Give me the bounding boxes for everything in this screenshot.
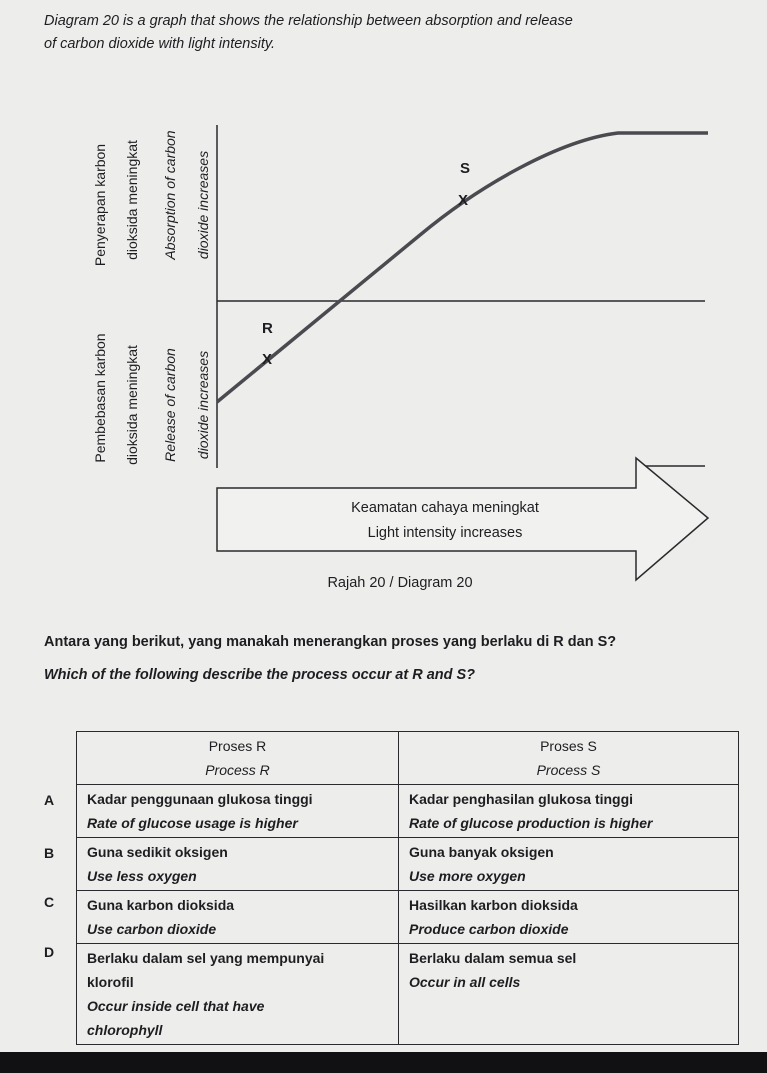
y-label-upper-malay-2: dioksida meningkat [124, 140, 140, 260]
option-d-process-r [77, 944, 399, 1045]
intro-line-2: of carbon dioxide with light intensity. [44, 36, 276, 52]
option-d-r-malay-1: Berlaku dalam sel yang mempunyai [87, 950, 325, 966]
s-label: S [460, 160, 471, 177]
option-letter-c: C [44, 894, 55, 910]
option-d-s-english: Occur in all cells [409, 974, 521, 990]
question-malay: Antara yang berikut, yang manakah menerangkan proses yang berlaku di R dan S? [44, 634, 617, 650]
option-a-process-r [77, 785, 399, 838]
option-letter-d: D [44, 944, 55, 960]
option-b-r-english: Use less oxygen [87, 868, 197, 884]
option-c-r-malay: Guna karbon dioksida [87, 897, 235, 913]
r-label: R [262, 320, 273, 337]
x-axis-label-malay: Keamatan cahaya meningkat [351, 500, 539, 516]
screen-bottom-bar [0, 1052, 767, 1073]
y-label-lower-malay-1: Pembebasan karbon [92, 333, 108, 463]
light-intensity-arrow [217, 458, 708, 580]
diagram-caption: Rajah 20 / Diagram 20 [327, 575, 473, 591]
option-a-s-malay: Kadar penghasilan glukosa tinggi [409, 791, 634, 807]
question-english: Which of the following describe the process occur at R and S? [44, 667, 476, 683]
header-process-r [77, 732, 399, 785]
option-a-r-malay: Kadar penggunaan glukosa tinggi [87, 791, 313, 807]
option-b-s-english: Use more oxygen [409, 868, 526, 884]
option-b-r-malay: Guna sedikit oksigen [87, 844, 228, 860]
header-r-english: Process R [205, 762, 270, 778]
table-header-row [77, 732, 739, 785]
header-s-english: Process S [536, 762, 601, 778]
options-table [76, 731, 739, 1045]
y-label-lower-malay-2: dioksida meningkat [124, 345, 140, 465]
option-b-process-s [399, 838, 739, 891]
y-label-upper-english-1: Absorption of carbon [162, 130, 178, 260]
option-a-s-english: Rate of glucose production is higher [409, 815, 653, 831]
option-d-process-s [399, 944, 739, 1045]
option-c-s-english: Produce carbon dioxide [409, 921, 569, 937]
table-row-option-c[interactable] [77, 891, 739, 944]
table-row-option-d[interactable] [77, 944, 739, 1045]
option-d-r-malay-2: klorofil [87, 974, 134, 990]
option-c-process-r [77, 891, 399, 944]
header-process-s [399, 732, 739, 785]
y-label-lower-english-2: dioxide increases [195, 350, 211, 460]
option-d-r-english-1: Occur inside cell that have [87, 998, 265, 1014]
option-b-process-r [77, 838, 399, 891]
option-c-r-english: Use carbon dioxide [87, 921, 217, 937]
header-r-malay: Proses R [208, 738, 267, 754]
option-d-r-english-2: chlorophyll [87, 1022, 163, 1038]
option-a-process-s [399, 785, 739, 838]
table-row-option-b[interactable] [77, 838, 739, 891]
y-label-lower-english-1: Release of carbon [162, 348, 178, 462]
option-letter-a: A [44, 792, 55, 808]
s-marker: X [458, 192, 469, 209]
y-label-upper-english-2: dioxide increases [195, 150, 211, 260]
option-b-s-malay: Guna banyak oksigen [409, 844, 554, 860]
r-marker: X [262, 351, 273, 368]
y-label-upper-malay-1: Penyerapan karbon [92, 143, 108, 267]
option-letter-b: B [44, 845, 55, 861]
option-d-s-malay: Berlaku dalam semua sel [409, 950, 577, 966]
table-row-option-a[interactable] [77, 785, 739, 838]
option-a-r-english: Rate of glucose usage is higher [87, 815, 298, 831]
intro-line-1: Diagram 20 is a graph that shows the relationship between absorption and release [44, 13, 573, 29]
header-s-malay: Proses S [540, 738, 597, 754]
option-c-process-s [399, 891, 739, 944]
option-c-s-malay: Hasilkan karbon dioksida [409, 897, 578, 913]
x-axis-label-english: Light intensity increases [367, 525, 523, 541]
